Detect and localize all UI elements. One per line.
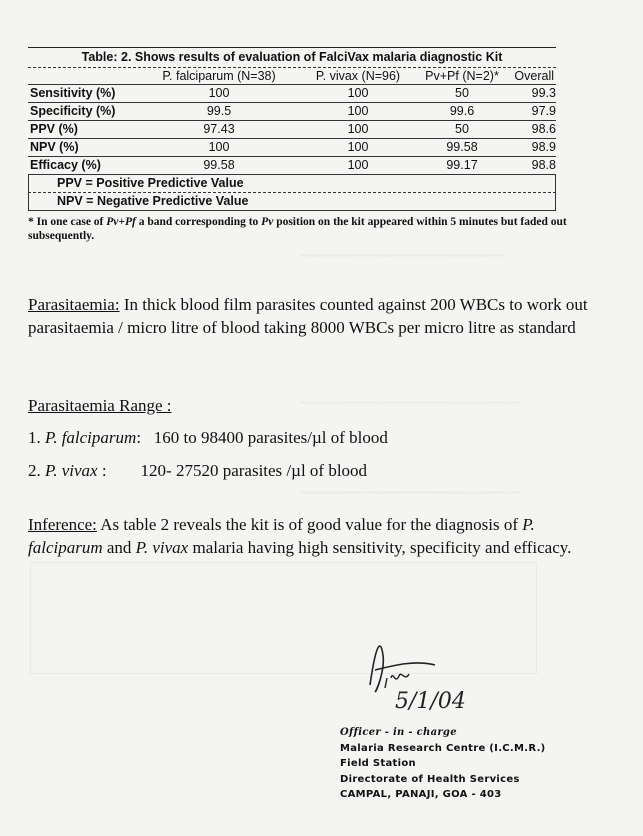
range-item-vivax: [28, 459, 598, 482]
range-item-number: 1.: [28, 428, 45, 447]
footnote-text: * In one case of: [28, 216, 107, 228]
results-table: [28, 47, 556, 211]
inference-species: P. falciparum: [28, 515, 535, 557]
range-item-value: : 160 to 98400 parasites/µl of blood: [136, 428, 388, 447]
table-header-cell: Pv+Pf (N=2)*: [425, 69, 499, 83]
range-heading: [28, 394, 598, 417]
stamp-line: Malaria Research Centre (I.C.M.R.): [340, 742, 546, 754]
table-cell: 99.58: [203, 158, 235, 172]
inference-paragraph: [28, 513, 598, 559]
table-cell: 97.9: [531, 104, 556, 118]
table-cell: 100: [347, 122, 369, 136]
parasitaemia-paragraph: [28, 293, 598, 339]
row-label: Efficacy (%): [30, 158, 101, 172]
inference-heading: Inference:: [28, 515, 97, 534]
table-cell: 97.43: [203, 122, 235, 136]
table-cell: 98.8: [531, 158, 556, 172]
stamp-line: Directorate of Health Services: [340, 773, 520, 785]
row-label: Specificity (%): [30, 104, 116, 118]
bleed-through-text: ~~~~~~~~~~~~~~~~~~~~~~~~~~~: [300, 249, 505, 264]
signature-date: 5/1/04: [395, 689, 466, 714]
range-item-falciparum: [28, 426, 598, 449]
office-stamp: [340, 725, 620, 803]
row-label: Sensitivity (%): [30, 86, 116, 100]
row-label: NPV (%): [30, 140, 79, 154]
table-row: [28, 139, 556, 157]
parasitaemia-text: In thick blood film parasites counted against 200 WBCs to work out parasitaemia / micro litre of blood taking 8000 WBCs per micro litre as standard: [28, 295, 588, 337]
range-item-value: : 120- 27520 parasites /µl of blood: [97, 461, 368, 480]
range-item-species: P. falciparum: [45, 428, 137, 447]
table-caption: Table: 2. Shows results of evaluation of FalciVax malaria diagnostic Kit: [28, 47, 556, 68]
stamp-line: CAMPAL, PANAJI, GOA - 403: [340, 789, 502, 800]
table-cell: 50: [455, 86, 469, 100]
table-cell: 99.3: [531, 86, 556, 100]
range-item-number: 2.: [28, 461, 45, 480]
handwritten-signature: [365, 630, 485, 715]
ppv-definition: PPV = Positive Predictive Value: [28, 175, 556, 193]
table-cell: 50: [455, 122, 469, 136]
table-row: [28, 103, 556, 121]
footnote-text: a band corresponding to: [135, 216, 262, 228]
range-heading-text: Parasitaemia Range :: [28, 396, 172, 415]
stamp-line: Field Station: [340, 758, 416, 769]
table-footnote: [28, 215, 618, 243]
table-header-cell: [28, 68, 144, 84]
footnote-text: position on the kit appeared within 5 minutes but faded out subsequently.: [28, 216, 567, 242]
table-cell: 99.58: [446, 140, 478, 154]
table-row: [28, 157, 556, 175]
table-cell: 100: [347, 86, 369, 100]
table-cell: 99.5: [206, 104, 232, 118]
range-item-species: P. vivax: [45, 461, 98, 480]
table-cell: 99.6: [449, 104, 475, 118]
table-header-row: [28, 68, 556, 85]
table-cell: 100: [347, 140, 369, 154]
npv-definition: NPV = Negative Predictive Value: [28, 193, 556, 211]
table-cell: 99.17: [446, 158, 478, 172]
table-header-cell: P. vivax (N=96): [315, 69, 401, 83]
table-cell: 98.9: [531, 140, 556, 154]
footnote-species: Pv: [261, 216, 274, 228]
inference-text: malaria having high sensitivity, specificity and efficacy.: [188, 538, 572, 557]
parasitaemia-heading: Parasitaemia:: [28, 295, 120, 314]
table-cell: 100: [208, 140, 230, 154]
table-header-cell: Overall: [514, 69, 554, 83]
bleed-through-text: ~~~~~~~~~~~~~~~~~~~~~~~~~~~~~: [300, 396, 520, 411]
row-label: PPV (%): [30, 122, 78, 136]
table-cell: 100: [347, 104, 369, 118]
bleed-through-text: ~~~~~~~~~~~~~~~~~~~~~~~~~~~~~: [300, 486, 520, 501]
footnote-species: Pv+Pf: [106, 216, 136, 228]
inference-species: P. vivax: [135, 538, 189, 557]
table-row: [28, 85, 556, 103]
table-row: [28, 121, 556, 139]
table-cell: 100: [347, 158, 369, 172]
stamp-line: Officer - in - charge: [340, 727, 457, 738]
table-cell: 98.6: [531, 122, 556, 136]
table-header-cell: P. falciparum (N=38): [162, 69, 276, 83]
inference-text: As table 2 reveals the kit is of good value for the diagnosis of: [96, 515, 523, 534]
table-cell: 100: [208, 86, 230, 100]
inference-text: and: [102, 538, 136, 557]
